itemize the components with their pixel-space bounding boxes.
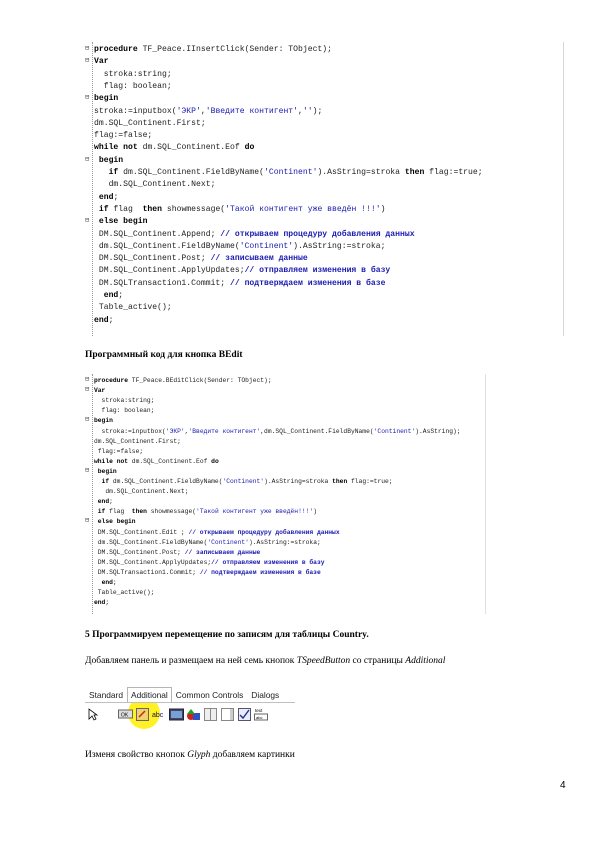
code-text: flag: boolean; [94, 81, 172, 91]
code-text: begin [97, 467, 117, 475]
para-glyph-text-1: Изменя свойство кнопок [85, 750, 188, 760]
scrollbox-icon[interactable] [220, 707, 235, 722]
shape-icon[interactable] [186, 707, 201, 722]
section-heading-5: 5 Программируем перемещение по записям для таблицы Country. [85, 630, 369, 640]
statictext-icon[interactable] [152, 707, 167, 722]
image-icon[interactable] [169, 707, 184, 722]
arrow-cursor-icon[interactable] [85, 707, 100, 722]
speedbutton-icon[interactable] [135, 707, 150, 722]
fold-toggle-icon[interactable]: ⊟ [85, 217, 90, 226]
para-add-text-1: Добавляем панель и размещаем на ней семь кнопок [85, 656, 297, 666]
fold-toggle-icon[interactable]: ⊟ [85, 386, 90, 395]
component-name: TSpeedButton [296, 656, 351, 666]
code-text: else begin [97, 518, 136, 526]
code-text: DM.SQL_Continent.ApplyUpdates;// отправляем изменения в базу [94, 558, 325, 566]
code-text: if dm.SQL_Continent.FieldByName('Continent').AsString=stroka then flag:=true; [108, 168, 483, 177]
code-text: if flag then showmessage('Такой контигент уже введён!!!') [97, 508, 317, 516]
code-text: dm.SQL_Continent.Next; [94, 488, 189, 496]
paragraph-glyph [85, 750, 295, 760]
code-text: flag:=false; [94, 447, 144, 455]
fold-toggle-icon[interactable]: ⊟ [85, 466, 90, 475]
fold-toggle-icon[interactable]: ⊟ [85, 155, 90, 164]
tab-additional[interactable]: Additional [127, 687, 172, 702]
code-text: Var [94, 57, 109, 67]
code-text: dm.SQL_Continent.First; [94, 118, 206, 128]
code-text: stroka:string; [94, 397, 155, 405]
caption-bedit: Программный код для кнопка BEdit [85, 350, 243, 360]
code-text: stroka:=inputbox('ЭКР','Введите контигент',dm.SQL_Continent.FieldByName('Continent').AsString); [94, 427, 461, 435]
svg-text:abc: abc [152, 712, 164, 719]
code-text: DM.SQL_Continent.Append; // открываем процедуру добавления данных [94, 229, 415, 239]
code-text: end; [98, 192, 119, 202]
tab-standard[interactable]: Standard [89, 690, 123, 700]
code-text: dm.SQL_Continent.Next; [94, 180, 216, 190]
code-gutter [85, 42, 93, 336]
palette-icon-row [85, 704, 269, 724]
fold-toggle-icon[interactable]: ⊟ [85, 94, 90, 103]
code-text: Var [94, 387, 106, 395]
code-text: while not dm.SQL_Continent.Eof do [94, 143, 255, 153]
fold-toggle-icon[interactable]: ⊟ [85, 517, 90, 526]
code-text: if dm.SQL_Continent.FieldByName('Continent').AsString=stroka then flag:=true; [101, 478, 393, 485]
code-text: end; [103, 291, 124, 300]
code-text: end; [97, 498, 113, 506]
fold-toggle-icon[interactable]: ⊟ [85, 376, 90, 384]
svg-text:text: text [255, 708, 263, 713]
paragraph-add-panel [85, 656, 445, 666]
code-text: procedure TF_Peace.IInsertClick(Sender: TObject); [94, 45, 333, 54]
palette-tabs [85, 684, 283, 702]
code-text: while not dm.SQL_Continent.Eof do [94, 457, 219, 465]
fold-toggle-icon[interactable]: ⊟ [85, 416, 90, 425]
code-text: flag: boolean; [94, 407, 155, 415]
palette-page-name: Additional [405, 656, 446, 666]
fold-toggle-icon[interactable]: ⊟ [85, 45, 90, 53]
page-number: 4 [560, 780, 566, 791]
bevel-icon[interactable] [203, 707, 218, 722]
code-screenshot-bedit [85, 374, 486, 614]
code-text: DM.SQL_Continent.Edit ; // открываем процедуру добавления данных [94, 528, 340, 536]
tab-dialogs[interactable]: Dialogs [251, 690, 280, 700]
code-text: begin [94, 94, 119, 104]
bitbtn-icon[interactable] [118, 707, 133, 722]
tab-common-controls[interactable]: Common Controls [175, 690, 244, 700]
code-text: dm.SQL_Continent.First; [94, 437, 181, 445]
code-text: end; [94, 599, 110, 607]
checklistbox-icon[interactable] [237, 707, 252, 722]
palette-divider [85, 702, 295, 703]
svg-text:OK: OK [121, 712, 129, 719]
code-text: DM.SQL_Continent.Post; // записываем данные [94, 548, 261, 556]
code-text: begin [98, 155, 124, 165]
code-gutter [85, 374, 93, 614]
svg-text:abc: abc [256, 715, 263, 720]
fold-toggle-icon[interactable]: ⊟ [85, 57, 90, 66]
code-text: if flag then showmessage('Такой контигент уже введён !!!') [98, 204, 386, 214]
code-text: Table_active(); [94, 589, 155, 597]
code-text: DM.SQL_Continent.Post; // записываем данные [94, 254, 308, 264]
glyph-property-name: Glyph [187, 750, 211, 760]
code-screenshot-binsert [85, 42, 564, 336]
code-text: DM.SQL_Continent.ApplyUpdates;// отправляем изменения в базу [94, 266, 391, 276]
code-text: end; [94, 315, 114, 325]
code-text: else begin [98, 217, 148, 227]
para-add-text-2: со страницы [350, 656, 406, 666]
code-text: flag:=false; [94, 131, 153, 141]
para-glyph-text-2: добавляем картинки [210, 750, 295, 760]
code-text: dm.SQL_Continent.FieldByName('Continent').AsString:=stroka; [94, 538, 321, 546]
code-text: Table_active(); [94, 303, 172, 313]
component-palette [85, 680, 295, 724]
code-text: dm.SQL_Continent.FieldByName('Continent').AsString:=stroka; [94, 241, 386, 251]
code-text: DM.SQLTransaction1.Commit; // подтверждаем изменения в базе [94, 278, 386, 288]
code-text: stroka:string; [94, 69, 172, 79]
code-text: DM.SQLTransaction1.Commit; // подтверждаем изменения в базе [94, 568, 321, 576]
code-text: end; [101, 579, 117, 586]
code-text: procedure TF_Peace.BEditClick(Sender: TObject); [94, 377, 272, 384]
labeled-edit-icon[interactable] [254, 707, 269, 722]
code-text: begin [94, 417, 113, 425]
code-text: stroka:=inputbox('ЭКР','Введите контигент',''); [94, 106, 323, 116]
